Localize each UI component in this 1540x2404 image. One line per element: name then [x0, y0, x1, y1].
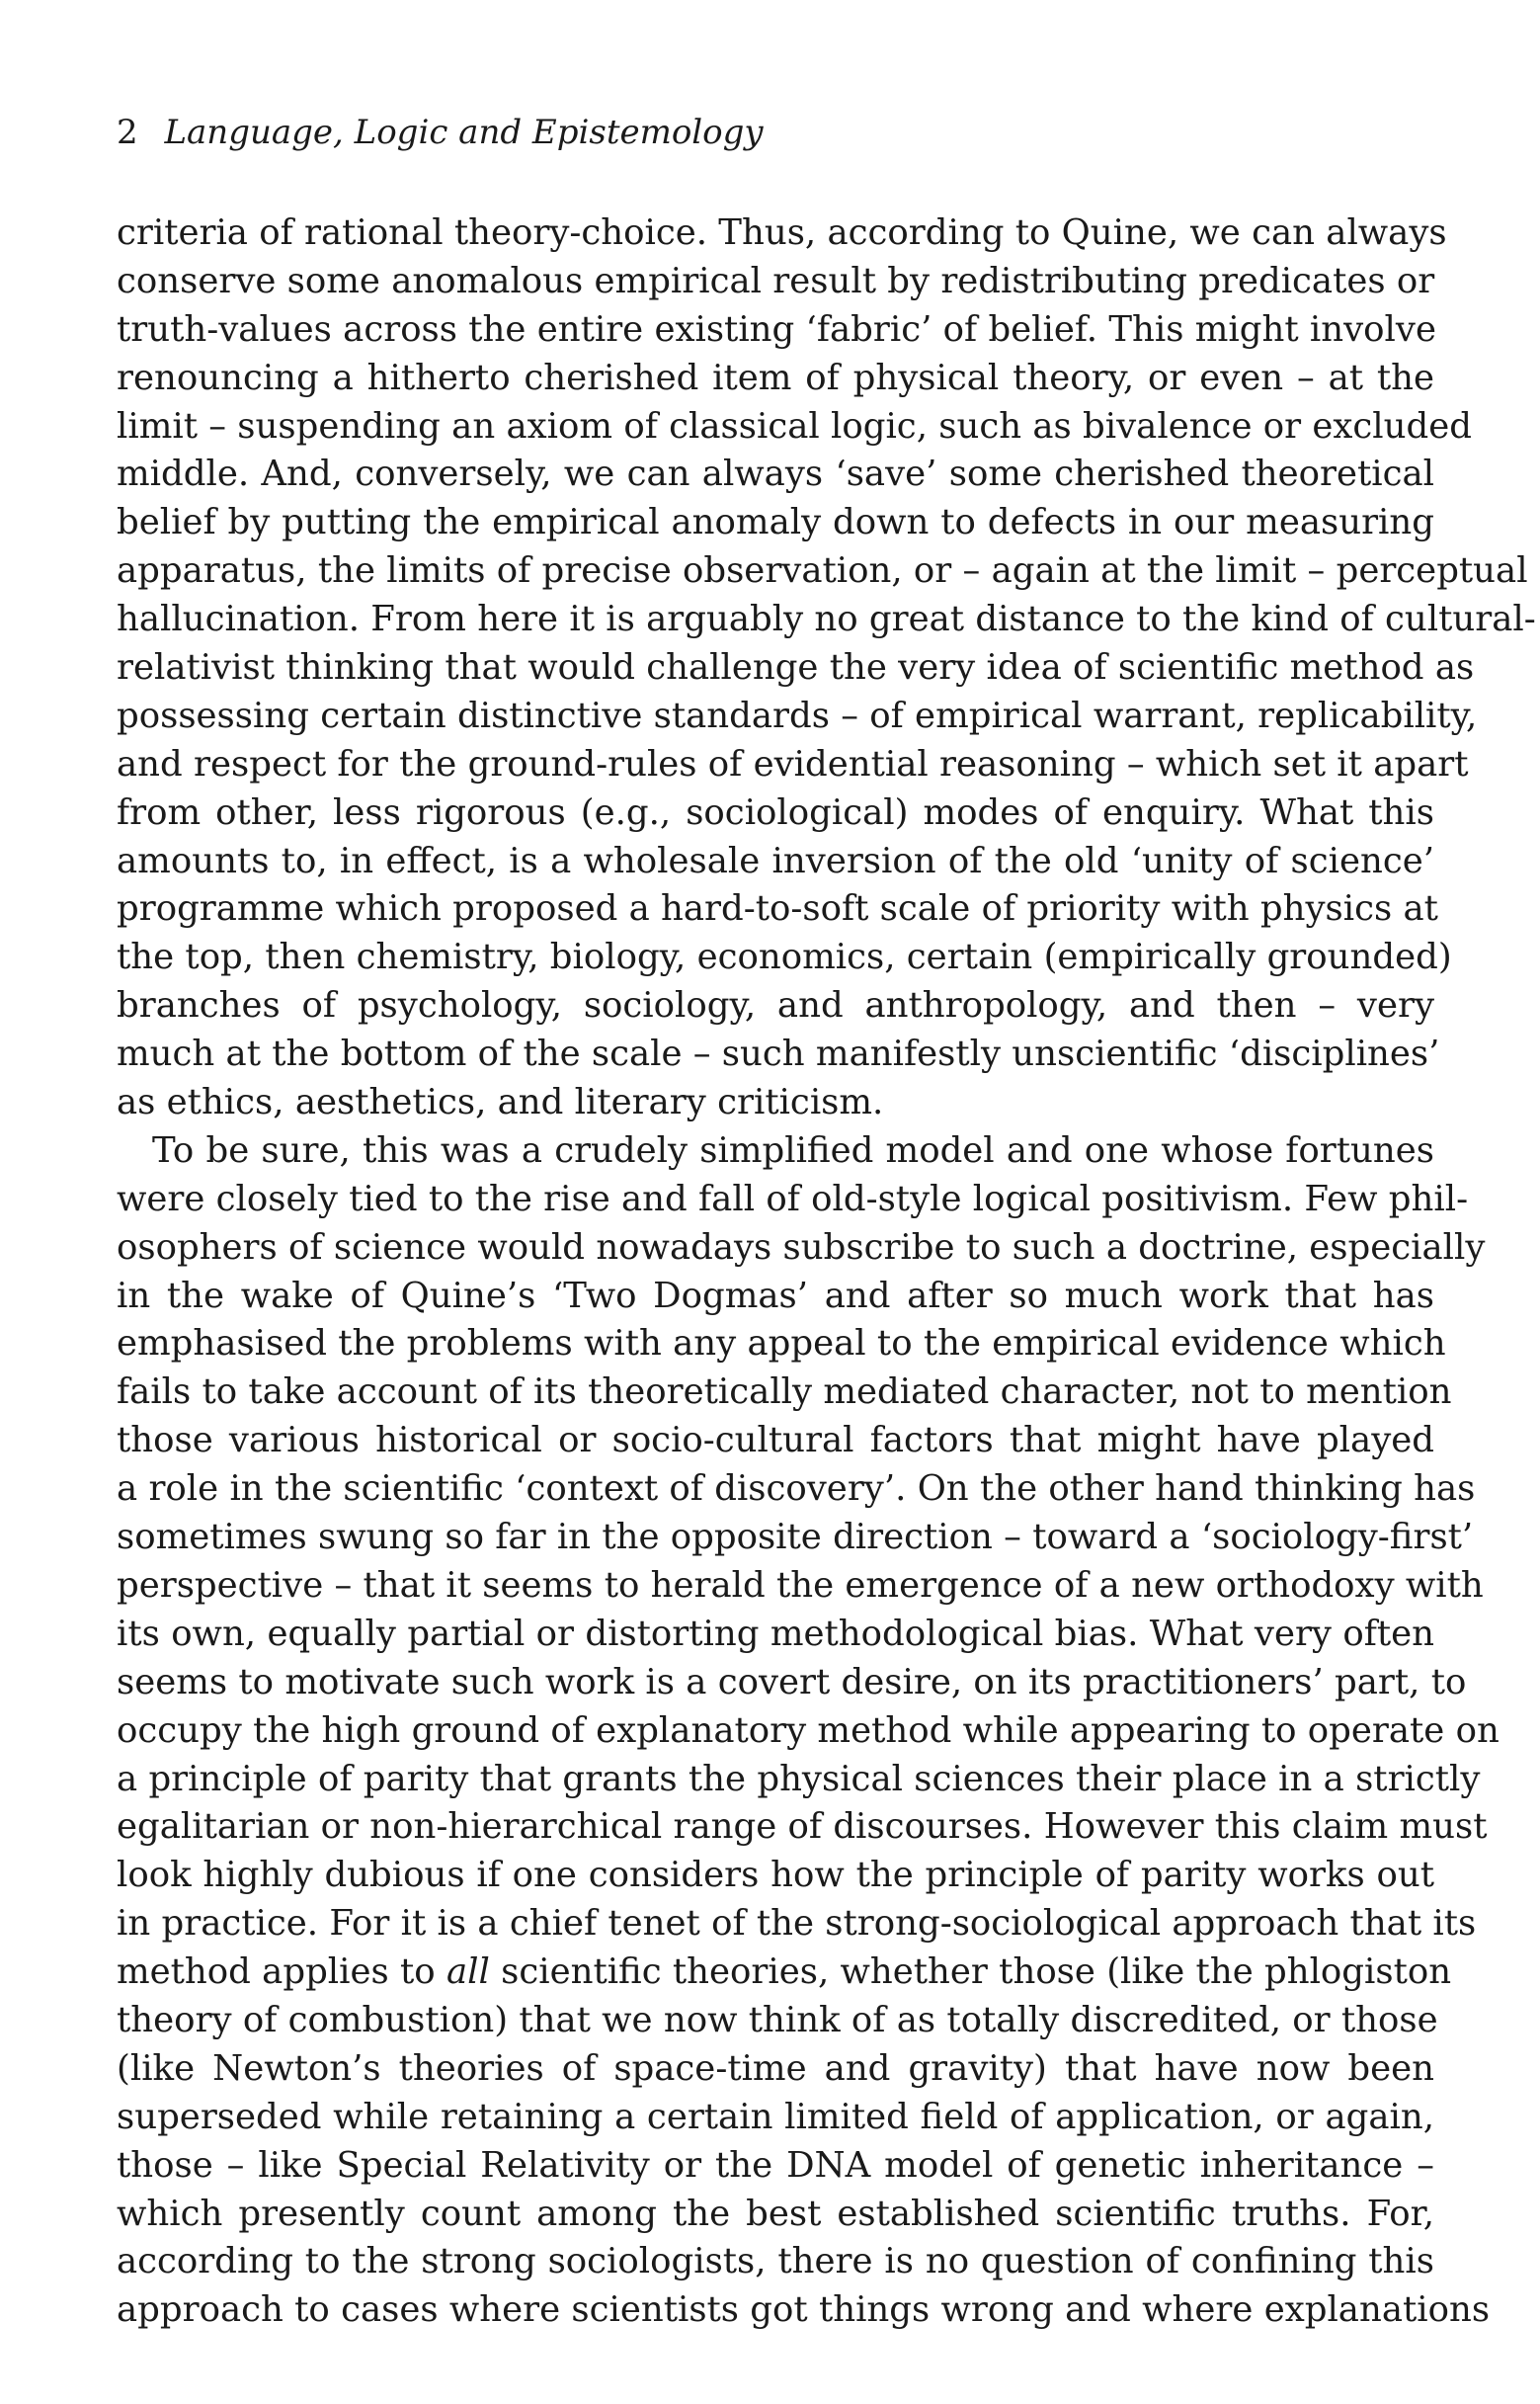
- page-number: 2: [117, 113, 138, 152]
- text-line: sometimes swung so far in the opposite direction – toward a ‘sociology-first’: [117, 1517, 1474, 1558]
- text-line: apparatus, the limits of precise observation, or – again at the limit – perceptual: [117, 550, 1528, 592]
- text-line: theory of combustion) that we now think of as totally discredited, or those: [117, 1999, 1438, 2040]
- text-line: a principle of parity that grants the physical sciences their place in a strictly: [117, 1758, 1481, 1799]
- text-line: occupy the high ground of explanatory method while appearing to operate on: [117, 1709, 1499, 1751]
- text-line: the top, then chemistry, biology, economics, certain (empirically grounded): [117, 937, 1452, 978]
- paragraph-1: [117, 209, 1536, 1127]
- text-line: in practice. For it is a chief tenet of the strong-sociological approach that its: [117, 1903, 1477, 1945]
- text-line: from other, less rigorous (e.g., sociological) modes of enquiry. What this: [117, 791, 1434, 833]
- text-line: emphasised the problems with any appeal to the empirical evidence which: [117, 1323, 1446, 1365]
- text-line: relativist thinking that would challenge the very idea of scientific method as: [117, 647, 1475, 689]
- text-line: hallucination. From here it is arguably no great distance to the kind of cultural-: [117, 599, 1536, 640]
- text-line: and respect for the ground-rules of evidential reasoning – which set it apart: [117, 743, 1469, 785]
- text-line: egalitarian or non-hierarchical range of discourses. However this claim must: [117, 1806, 1488, 1848]
- text-line: superseded while retaining a certain limited field of application, or again,: [117, 2096, 1434, 2137]
- text-line: approach to cases where scientists got things wrong and where explanations: [117, 2289, 1491, 2331]
- text-line-with-emphasis: [117, 1948, 1452, 1997]
- text-line: were closely tied to the rise and fall of old-style logical positivism. Few phil-: [117, 1178, 1469, 1219]
- text-line: a role in the scientific ‘context of discovery’. On the other hand thinking has: [117, 1468, 1476, 1510]
- text-line: possessing certain distinctive standards – of empirical warrant, replicability,: [117, 695, 1478, 736]
- text-line: osophers of science would nowadays subscribe to such a doctrine, especially: [117, 1226, 1486, 1268]
- text-line: those various historical or socio-cultural factors that might have played: [117, 1420, 1434, 1461]
- running-head: [117, 113, 764, 152]
- text-line: perspective – that it seems to herald the emergence of a new orthodoxy with: [117, 1564, 1484, 1606]
- paragraph-2: [117, 1127, 1499, 2335]
- text-line: much at the bottom of the scale – such manifestly unscientific ‘disciplines’: [117, 1034, 1440, 1075]
- text-line: truth-values across the entire existing ‘fabric’ of belief. This might involve: [117, 308, 1436, 350]
- running-title: Language, Logic and Epistemology: [164, 113, 764, 152]
- text-line: fails to take account of its theoretically mediated character, not to mention: [117, 1371, 1452, 1413]
- text-line: To be sure, this was a crudely simplified model and one whose fortunes: [152, 1129, 1434, 1171]
- text-line: its own, equally partial or distorting methodological bias. What very often: [117, 1613, 1434, 1654]
- text-line: seems to motivate such work is a covert desire, on its practitioners’ part, to: [117, 1661, 1467, 1702]
- emphasis-all: all: [446, 1951, 490, 1993]
- text-line: amounts to, in effect, is a wholesale inversion of the old ‘unity of science’: [117, 840, 1434, 881]
- text-line: middle. And, conversely, we can always ‘save’ some cherished theoretical: [117, 454, 1434, 495]
- text-run: scientific theories, whether those (like the phlogiston: [489, 1951, 1452, 1993]
- text-line: (like Newton’s theories of space-time and gravity) that have now been: [117, 2047, 1434, 2089]
- text-line: criteria of rational theory-choice. Thus, according to Quine, we can always: [117, 212, 1447, 253]
- text-line: as ethics, aesthetics, and literary criticism.: [117, 1082, 884, 1123]
- text-line: renouncing a hitherto cherished item of physical theory, or even – at the: [117, 357, 1434, 398]
- text-line: in the wake of Quine’s ‘Two Dogmas’ and after so much work that has: [117, 1275, 1434, 1316]
- text-line: programme which proposed a hard-to-soft scale of priority with physics at: [117, 888, 1438, 930]
- text-line: limit – suspending an axiom of classical logic, such as bivalence or excluded: [117, 405, 1472, 447]
- text-line: branches of psychology, sociology, and anthropology, and then – very: [117, 985, 1434, 1027]
- text-line: according to the strong sociologists, there is no question of confining this: [117, 2241, 1434, 2282]
- text-line: belief by putting the empirical anomaly down to defects in our measuring: [117, 502, 1434, 543]
- text-line: those – like Special Relativity or the DNA model of genetic inheritance –: [117, 2144, 1434, 2186]
- text-line: which presently count among the best established scientific truths. For,: [117, 2193, 1434, 2234]
- text-line: conserve some anomalous empirical result by redistributing predicates or: [117, 260, 1435, 301]
- text-run: method applies to: [117, 1951, 446, 1993]
- text-line: look highly dubious if one considers how the principle of parity works out: [117, 1855, 1434, 1896]
- body-text: [117, 209, 1536, 2335]
